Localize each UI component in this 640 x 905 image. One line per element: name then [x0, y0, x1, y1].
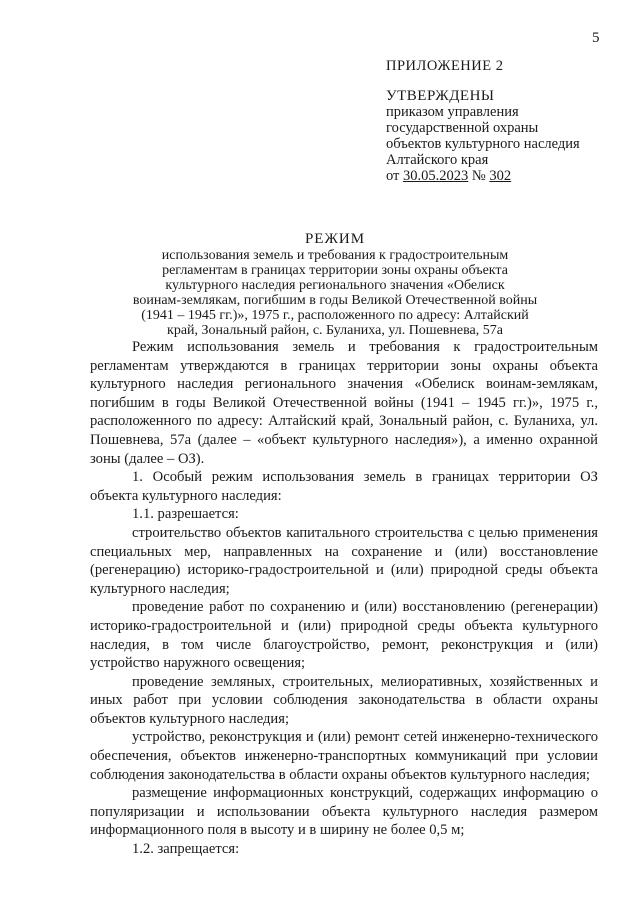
body-paragraph: устройство, реконструкция и (или) ремонт сетей инженерно-технического обеспечения, объектов инженерно-транспортных коммуникаций при условии соблюдения законодательства в области охраны объектов культурного наследия; [90, 729, 598, 783]
approval-block [386, 58, 580, 184]
body-paragraph: проведение земляных, строительных, мелиоративных, хозяйственных и иных работ при условии соблюдения законодательства в области охраны объектов культурного наследия; [90, 673, 598, 727]
document-title [90, 232, 580, 338]
body-paragraph: 1. Особый режим использования земель в границах территории ОЗ объекта культурного наследия: [90, 469, 598, 504]
order-line: Алтайского края [386, 152, 489, 168]
from-label: от [386, 168, 400, 184]
order-date-line [386, 168, 580, 184]
body-paragraph: Режим использования земель и требования к градостроительным регламентам утверждаются в границах территории зоны охраны объекта культурного наследия регионального значения «Обелиск воинам-землякам, погибшим в годы Великой Отечественной войны (1941 – 1945 гг.)», 1975 г., расположенного по адресу: Алтайский край, Зональный район, с. Буланиха, ул. Пошевнева, 57а (далее – «объект культурного наследия»), а именно охранной зоны (далее – ОЗ). [90, 339, 598, 467]
title-line: (1941 – 1945 гг.)», 1975 г., расположенного по адресу: Алтайский [141, 308, 529, 323]
title-line: регламентам в границах территории зоны охраны объекта [162, 263, 508, 278]
body-paragraph: проведение работ по сохранению и (или) восстановлению (регенерации) историко-градостроительной и (или) природной среды объекта культурного наследия, в том числе благоустройство, ремонт, реконструкция и (или) устройство наружного освещения; [90, 599, 598, 672]
number-sign: № [471, 168, 486, 184]
order-line: государственной охраны [386, 120, 539, 136]
title-heading: РЕЖИМ [304, 231, 366, 247]
title-line: край, Зональный район, с. Буланиха, ул. Пошевнева, 57а [167, 323, 503, 338]
appendix-label: ПРИЛОЖЕНИЕ 2 [386, 58, 504, 74]
approved-label: УТВЕРЖДЕНЫ [386, 88, 495, 104]
body-paragraph: строительство объектов капитального строительства с целью применения специальных мер, направленных на сохранение и (или) восстановление (регенерацию) историко-градостроительной и (или) природной среды объекта культурного наследия; [90, 524, 598, 597]
body-paragraph: размещение информационных конструкций, содержащих информацию о популяризации и использовании объекта культурного наследия размером информационного поля в высоту и в ширину не более 0,5 м; [90, 785, 598, 839]
title-line: воинам-землякам, погибшим в годы Великой Отечественной войны [132, 293, 538, 308]
order-date: 30.05.2023 [403, 168, 469, 184]
title-line: использования земель и требования к градостроительным [161, 248, 509, 263]
order-number: 302 [489, 168, 512, 184]
document-body [90, 338, 598, 859]
body-paragraph: 1.1. разрешается: [132, 506, 239, 523]
order-line: объектов культурного наследия [386, 136, 580, 152]
body-paragraph: 1.2. запрещается: [132, 841, 240, 858]
title-line: культурного наследия регионального значения «Обелиск [165, 278, 505, 293]
order-line: приказом управления [386, 104, 519, 120]
page-number: 5 [592, 30, 600, 46]
